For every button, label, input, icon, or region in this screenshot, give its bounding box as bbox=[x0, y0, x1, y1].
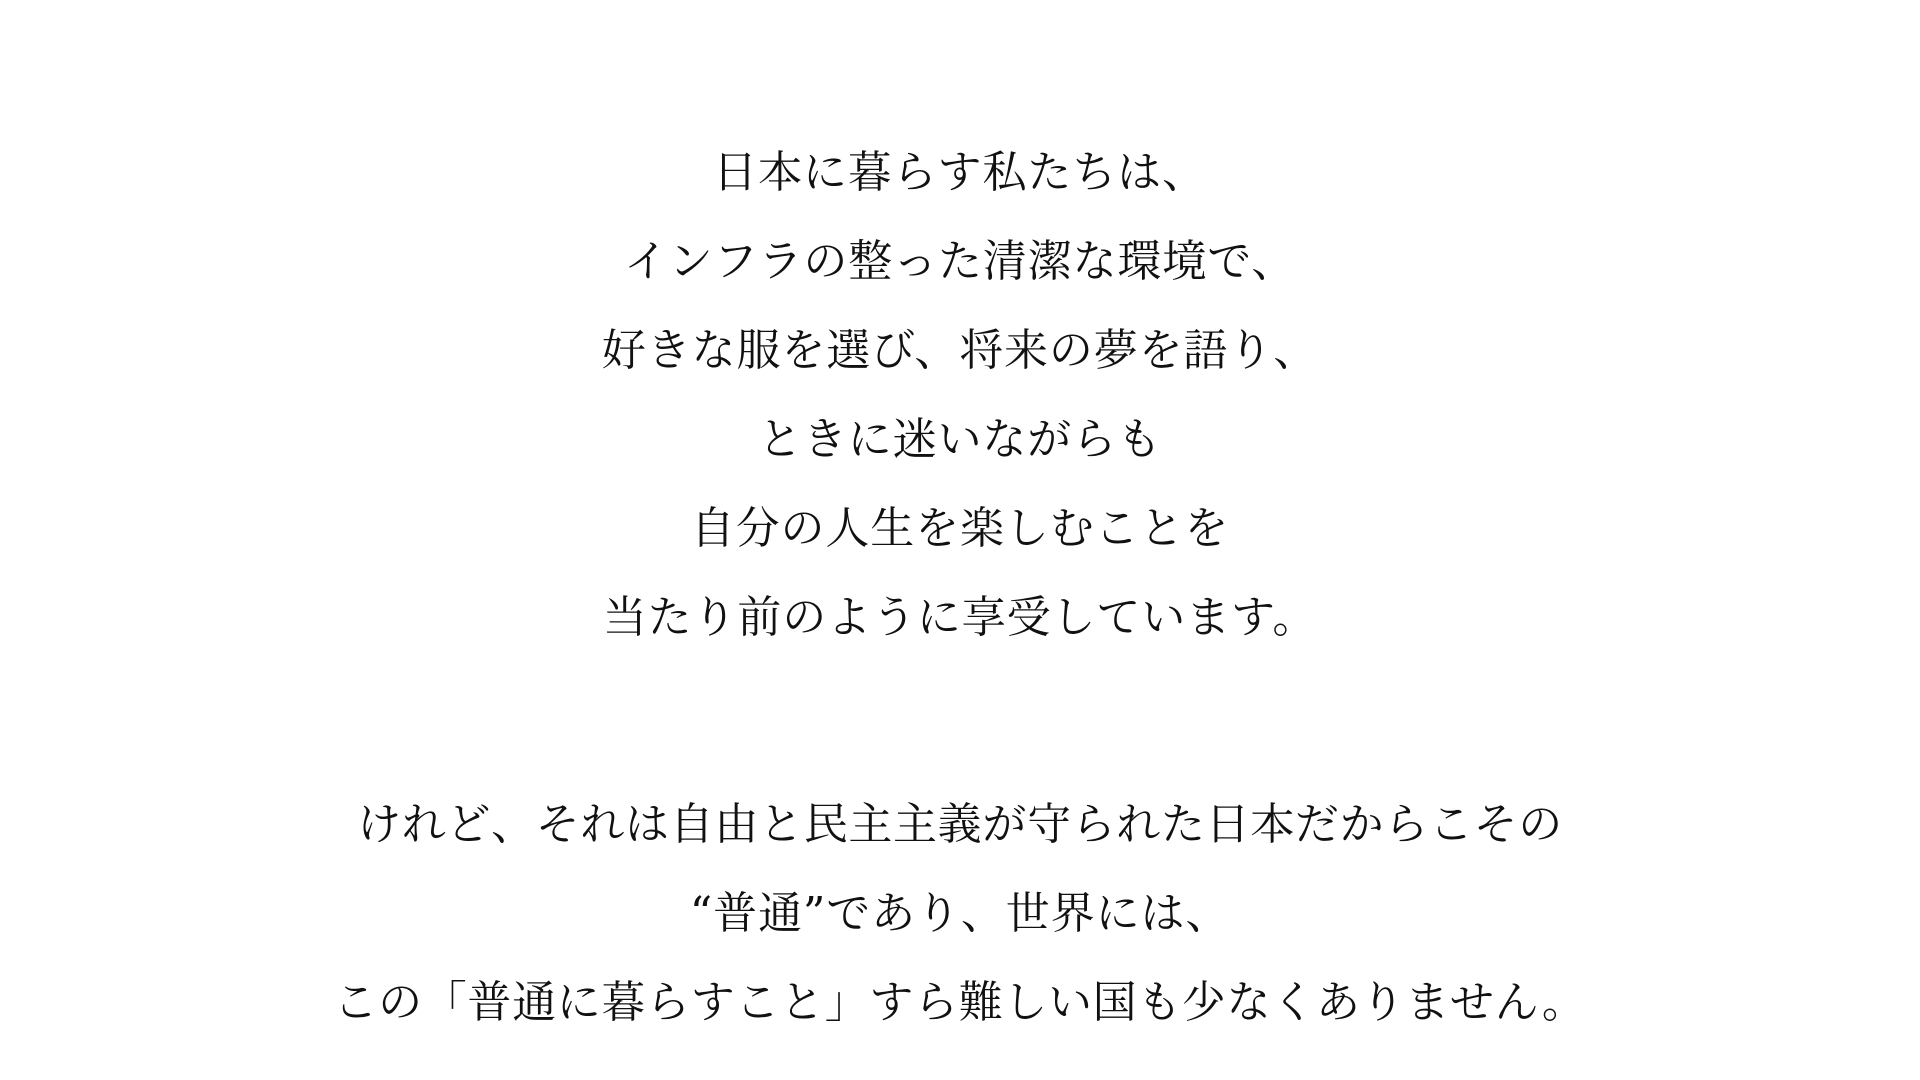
paragraph-1 bbox=[0, 128, 1920, 662]
paragraph-2 bbox=[0, 780, 1920, 1047]
text-line: 好きな服を選び、将来の夢を語り、 bbox=[601, 325, 1319, 376]
text-line: 自分の人生を楽しむことを bbox=[690, 503, 1230, 554]
text-line: けれど、それは自由と民主主義が守られた日本だからこその bbox=[357, 799, 1563, 850]
text-line: “普通”であり、世界には、 bbox=[689, 888, 1231, 939]
text-line: ときに迷いながらも bbox=[758, 414, 1162, 465]
text-line: 日本に暮らす私たちは、 bbox=[713, 147, 1207, 198]
text-line: 当たり前のように享受しています。 bbox=[602, 592, 1318, 643]
text-line: インフラの整った清潔な環境で、 bbox=[623, 236, 1297, 287]
text-line: この「普通に暮らすこと」すら難しい国も少なくありません。 bbox=[333, 977, 1587, 1028]
